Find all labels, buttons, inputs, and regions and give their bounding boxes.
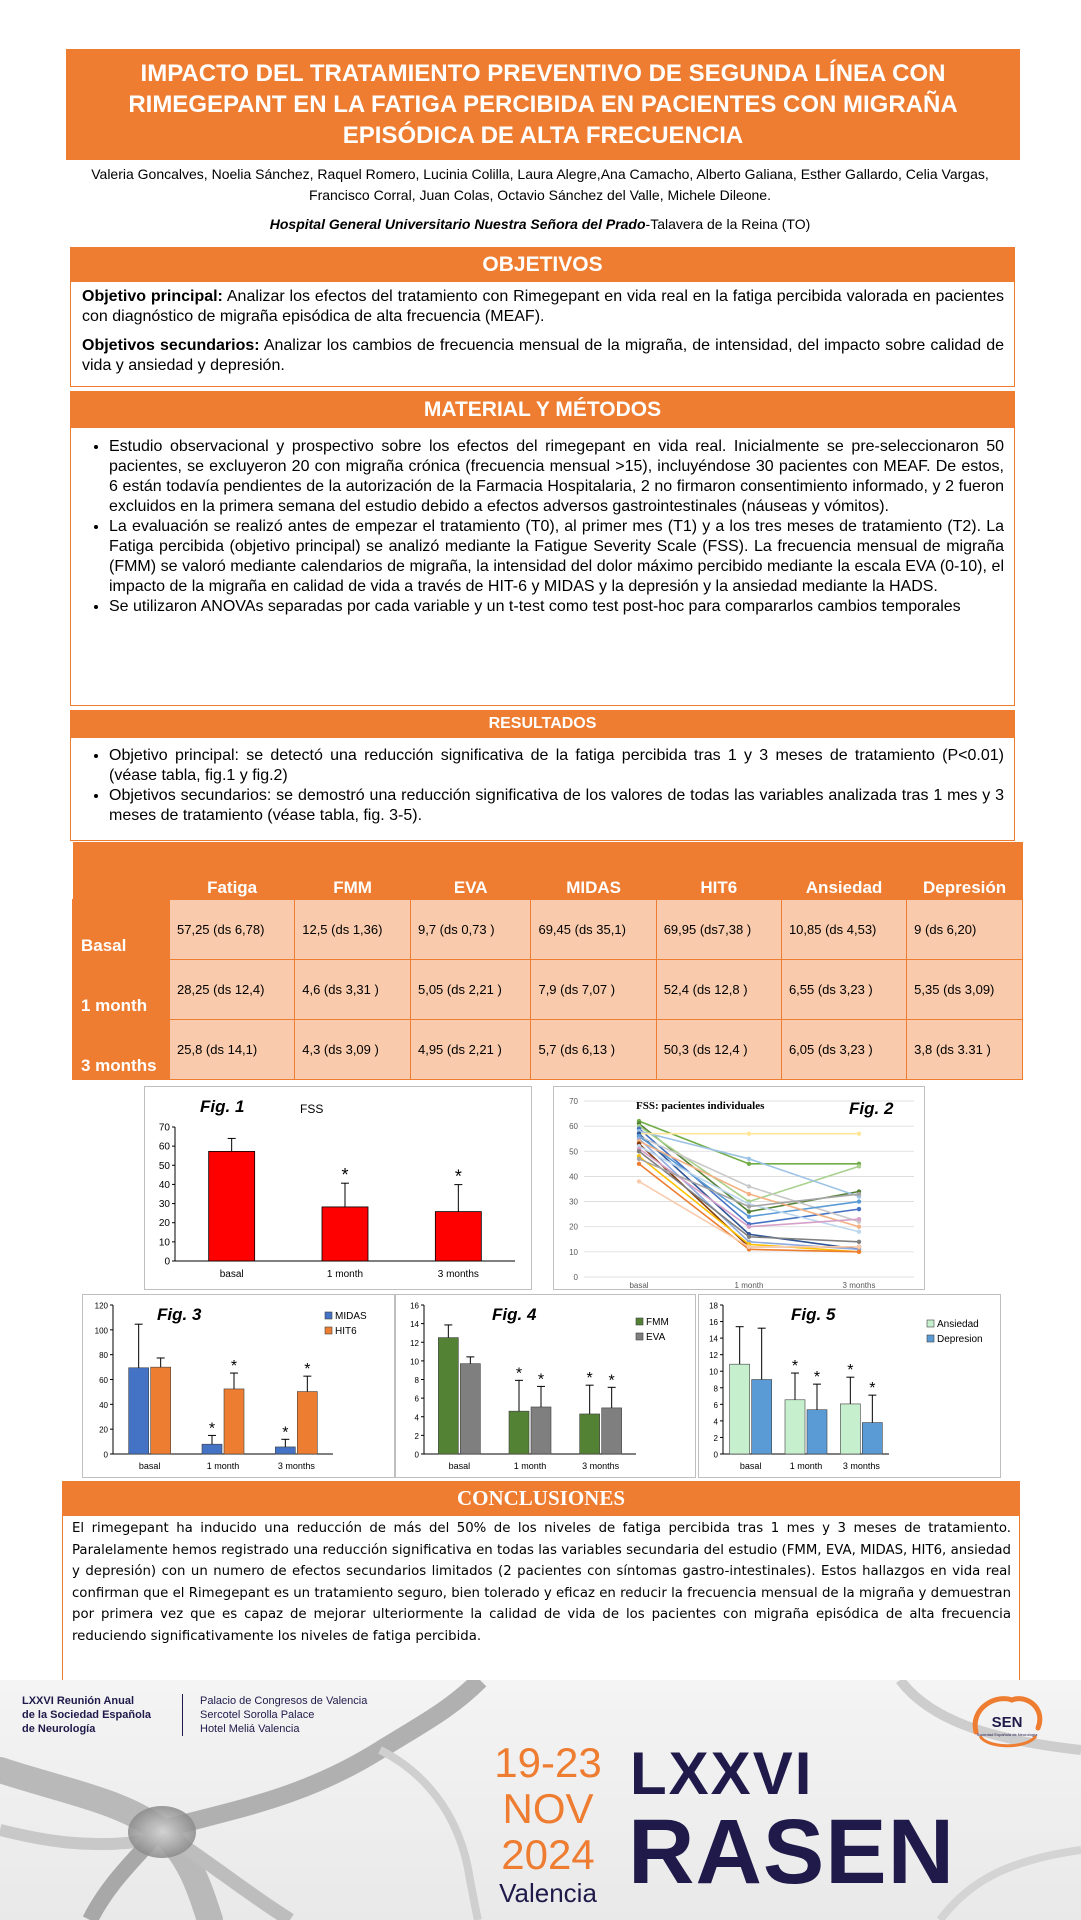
y-tick-label: 6 [414,1394,419,1404]
significance-mark: * [869,1380,876,1398]
bar [730,1364,750,1454]
significance-mark: * [586,1370,593,1388]
y-tick-label: 16 [410,1301,419,1311]
y-tick-label: 60 [569,1122,578,1132]
figure-label: Fig. 1 [200,1097,245,1116]
y-tick-label: 10 [569,1247,578,1257]
table-cell: 4,6 (ds 3,31 ) [295,960,411,1020]
resultados-bullet: • Objetivo principal: se detectó una reducción significativa de la fatiga percibida tras 1 y 3 meses de tratamiento (P<0.01) (véase tabla, fig.1 y fig.2) [109,746,1004,786]
legend-swatch [927,1320,934,1327]
data-point [857,1164,861,1168]
table-column-header: Fatiga [170,842,295,900]
bar [509,1411,529,1454]
legend-label: FMM [646,1317,669,1328]
objetivo-principal [82,287,1004,327]
y-tick-label: 40 [158,1179,170,1191]
data-point [747,1162,751,1166]
y-tick-label: 10 [158,1237,170,1249]
table-column-header: FMM [295,842,411,900]
footer-banner [0,1680,1081,1920]
meeting-line: LXXVI Reunión Anual [22,1695,135,1707]
venue-line: Hotel Meliá Valencia [200,1723,300,1735]
metodos-list [71,437,1004,617]
figure-2-chart [554,1087,926,1291]
resultados-list [71,746,1004,826]
y-tick-label: 70 [569,1097,578,1106]
metodos-box [70,428,1015,706]
data-point [637,1179,641,1183]
data-point [857,1131,861,1135]
event-city: Valencia [499,1878,597,1908]
legend-swatch [927,1335,934,1342]
data-point [747,1245,751,1249]
table-cell: 12,5 (ds 1,36) [295,900,411,960]
legend-label: MIDAS [335,1311,367,1322]
y-tick-label: 4 [713,1417,718,1427]
table-cell: 10,85 (ds 4,53) [781,900,906,960]
significance-mark: * [230,1358,238,1376]
figure-5-chart [699,1295,1002,1479]
table-cell: 5,35 (ds 3,09) [907,960,1023,1020]
figure-label: Fig. 2 [849,1099,894,1118]
metodos-heading: MATERIAL Y MÉTODOS [70,391,1015,428]
table-corner [73,842,170,900]
x-tick-label: 1 month [326,1269,364,1280]
hospital-name: Hospital General Universitario Nuestra Señora del Prado [269,216,646,232]
objetivos-secundarios [82,336,1004,376]
figure-label: Fig. 4 [492,1305,537,1324]
bar [275,1447,295,1454]
table-row [73,960,1023,1020]
bar [224,1389,244,1454]
chart-title: FSS [300,1102,324,1116]
objetivos-secundarios-label: Objetivos secundarios: [82,337,260,354]
table-column-header: EVA [410,842,530,900]
table-row-label: 1 month [73,960,170,1020]
table-cell: 57,25 (ds 6,78) [170,900,295,960]
legend-label: HIT6 [335,1326,357,1337]
objetivo-principal-text: Analizar los efectos del tratamiento con Rimegepant en vida real en la fatiga percibida valorada en pacientes con diagnóstico de migraña episódica de alta frecuencia (MEAF). [82,288,1004,325]
x-tick-label: basal [629,1281,649,1290]
bar [322,1207,368,1261]
data-point [857,1199,861,1203]
table-column-header: MIDAS [531,842,656,900]
venue-line: Palacio de Congresos de Valencia [200,1695,368,1707]
figure-4-chart [396,1295,697,1479]
bar [785,1400,805,1454]
y-tick-label: 70 [158,1122,170,1134]
y-tick-label: 8 [414,1376,419,1385]
y-tick-label: 120 [94,1301,108,1311]
y-tick-label: 20 [569,1222,578,1232]
objetivo-principal-label: Objetivo principal: [82,288,223,305]
authors: Valeria Goncalves, Noelia Sánchez, Raquel Romero, Lucinia Colilla, Laura Alegre,Ana Camacho, Alberto Galiana, Esther Gallardo, Celia Vargas, Francisco Corral, Juan Colas, Octavio Sánchez del Valle, Michele Dileone. [91,166,989,203]
data-point [747,1209,751,1213]
x-tick-label: 3 months [842,1281,876,1290]
y-tick-label: 16 [709,1318,718,1328]
table-column-header: HIT6 [656,842,781,900]
bar [862,1423,882,1454]
data-point [747,1235,751,1239]
data-point [857,1250,861,1254]
y-tick-label: 10 [410,1357,419,1367]
legend-swatch [325,1327,332,1334]
table-column-header: Ansiedad [781,842,906,900]
significance-mark: * [608,1372,615,1390]
sen-logo [966,1692,1048,1754]
significance-mark: * [304,1361,311,1379]
table-cell: 6,05 (ds 3,23 ) [781,1020,906,1080]
x-tick-label: 1 month [513,1461,547,1471]
significance-mark: * [813,1369,821,1387]
edition-number: LXXVI [630,1740,814,1807]
y-tick-label: 14 [709,1334,718,1344]
y-tick-label: 8 [713,1384,718,1394]
table-cell: 5,7 (ds 6,13 ) [531,1020,656,1080]
figure-3 [82,1294,395,1478]
rasen-wordmark: RASEN [628,1801,956,1903]
results-table [72,842,1023,1080]
y-tick-label: 12 [709,1351,718,1361]
table-row [73,1020,1023,1080]
table-cell: 9 (ds 6,20) [907,900,1023,960]
data-point [857,1225,861,1229]
data-point [857,1217,861,1221]
bar [435,1212,481,1261]
figure-label: Fig. 5 [791,1305,836,1324]
bar [602,1408,622,1454]
legend-swatch [325,1312,332,1319]
y-tick-label: 6 [713,1400,718,1410]
objetivos-secundarios-text: Analizar los cambios de frecuencia mensual de la migraña, de intensidad, del impacto sobre calidad de vida y ansiedad y depresión. [82,337,1004,374]
conclusiones-heading: CONCLUSIONES [62,1481,1020,1516]
bar [840,1404,860,1454]
y-tick-label: 12 [410,1338,419,1348]
figure-3-chart [83,1295,396,1479]
data-point [857,1230,861,1234]
bar [807,1410,827,1454]
bar [531,1407,551,1454]
y-tick-label: 2 [414,1431,419,1441]
table-row [73,900,1023,960]
y-tick-label: 40 [569,1172,578,1182]
metodos-bullet: • La evaluación se realizó antes de empezar el tratamiento (T0), al primer mes (T1) y a los tres meses de tratamiento (T2). La Fatiga percibida (objetivo principal) se analizó mediante la Fatigue Severity Scale (FSS). La frecuencia mensual de migraña (FMM) se valoró mediante calendarios de migraña, la intensidad del dolor máximo percibido mediante la escala EVA (0-10), el impacto de la migraña en calidad de vida a través de HIT-6 y MIDAS y la depresión y la ansiedad mediante la HADS. [109,517,1004,597]
x-tick-label: 3 months [437,1269,479,1280]
meeting-line: de la Sociedad Española [22,1709,151,1721]
bar [129,1368,149,1454]
y-tick-label: 60 [158,1141,170,1153]
metodos-bullet: • Se utilizaron ANOVAs separadas por cada variable y un t-test como test post-hoc para compararlos cambios temporales [109,597,1004,617]
y-tick-label: 80 [99,1351,108,1361]
figure-4 [395,1294,696,1478]
significance-mark: * [537,1371,545,1389]
data-point [747,1214,751,1218]
legend-label: EVA [646,1332,666,1343]
y-tick-label: 20 [99,1425,108,1435]
venue-list [200,1694,367,1736]
data-point [857,1207,861,1211]
y-tick-label: 0 [414,1450,419,1460]
x-tick-label: basal [138,1461,161,1471]
significance-mark: * [454,1166,462,1187]
objetivos-box [70,282,1015,387]
figure-1-chart [145,1087,533,1291]
data-point [637,1149,641,1153]
table-cell: 28,25 (ds 12,4) [170,960,295,1020]
venue-line: Sercotel Sorolla Palace [200,1709,315,1721]
y-tick-label: 20 [158,1218,170,1230]
bar [297,1392,317,1454]
figure-label: Fig. 3 [157,1305,202,1324]
chart-title: FSS: pacientes individuales [636,1100,765,1112]
table-header-row [73,842,1023,900]
significance-mark: * [515,1365,523,1383]
legend-swatch [636,1318,643,1325]
bar [209,1151,255,1261]
resultados-bullet: • Objetivos secundarios: se demostró una reducción significativa de los valores de todas las variables analizada tras 1 mes y 3 meses de tratamiento (véase tabla, fig. 3-5). [109,786,1004,826]
x-tick-label: 3 months [842,1461,880,1471]
y-tick-label: 10 [709,1367,718,1377]
meeting-name [22,1694,151,1736]
table-cell: 52,4 (ds 12,8 ) [656,960,781,1020]
x-tick-label: 1 month [734,1281,764,1290]
data-point [747,1184,751,1188]
data-point [857,1245,861,1249]
x-tick-label: 3 months [582,1461,620,1471]
data-point [747,1192,751,1196]
event-month: NOV [502,1785,594,1832]
table-row-label: 3 months [73,1020,170,1080]
significance-mark: * [341,1165,349,1186]
resultados-box [70,738,1015,841]
x-tick-label: basal [448,1461,471,1471]
x-tick-label: basal [739,1461,762,1471]
y-tick-label: 0 [164,1256,170,1268]
y-tick-label: 30 [569,1197,578,1207]
table-cell: 7,9 (ds 7,07 ) [531,960,656,1020]
sen-logo-subtext: Sociedad Española de Neurología [976,1732,1038,1737]
figure-2 [553,1086,925,1290]
objetivos-heading: OBJETIVOS [70,247,1015,282]
x-tick-label: 3 months [277,1461,315,1471]
y-tick-label: 30 [158,1199,170,1211]
y-tick-label: 14 [410,1320,419,1330]
significance-mark: * [208,1420,216,1438]
data-point [857,1192,861,1196]
resultados-heading: RESULTADOS [70,710,1015,738]
data-point [637,1162,641,1166]
bar [460,1364,480,1454]
table-cell: 5,05 (ds 2,21 ) [410,960,530,1020]
significance-mark: * [847,1362,854,1380]
y-tick-label: 40 [99,1400,108,1410]
data-point [857,1240,861,1244]
bar [752,1380,772,1455]
y-tick-label: 0 [573,1273,578,1282]
y-tick-label: 2 [713,1433,718,1443]
y-tick-label: 60 [99,1376,108,1385]
footer-divider [182,1694,183,1736]
data-point [747,1225,751,1229]
figure-1 [144,1086,532,1290]
y-tick-label: 0 [713,1450,718,1460]
y-tick-label: 0 [103,1450,108,1460]
bar [151,1367,171,1454]
affiliation [70,216,1010,232]
table-cell: 9,7 (ds 0,73 ) [410,900,530,960]
hospital-location: -Talavera de la Reina (TO) [645,216,811,232]
x-tick-label: 1 month [206,1461,240,1471]
y-tick-label: 50 [569,1147,578,1157]
legend-label: Depresion [937,1334,983,1345]
table-cell: 4,95 (ds 2,21 ) [410,1020,530,1080]
y-tick-label: 100 [94,1326,108,1336]
y-tick-label: 18 [709,1301,718,1311]
bar [438,1338,458,1454]
table-row-label: Basal [73,900,170,960]
figure-5 [698,1294,1001,1478]
table-cell: 25,8 (ds 14,1) [170,1020,295,1080]
data-point [747,1131,751,1135]
bar [580,1414,600,1454]
table-column-header: Depresión [907,842,1023,900]
conclusiones-box [62,1516,1020,1682]
y-tick-label: 50 [158,1160,170,1172]
data-point [747,1157,751,1161]
data-point [637,1157,641,1161]
table-cell: 3,8 (ds 3.31 ) [907,1020,1023,1080]
event-days: 19-23 [494,1739,602,1786]
data-point [747,1204,751,1208]
significance-mark: * [282,1424,289,1442]
table-cell: 69,45 (ds 35,1) [531,900,656,960]
poster-title: IMPACTO DEL TRATAMIENTO PREVENTIVO DE SEGUNDA LÍNEA CON RIMEGEPANT EN LA FATIGA PERCIBIDA EN PACIENTES CON MIGRAÑA EPISÓDICA DE ALTA FRECUENCIA [66,49,1020,160]
event-year: 2024 [501,1831,595,1878]
significance-mark: * [791,1358,799,1376]
event-dates [482,1740,614,1908]
conclusiones-text: El rimegepant ha inducido una reducción de más del 50% de los niveles de fatiga percibida tras 1 mes y 3 meses de tratamiento. Paralelamente hemos registrado una reducción significativa en todas las variables secundaria del estudio (FMM, EVA, MIDAS, HIT6, ansiedad y depresión) con un numero de efectos secundarios limitados (2 pacientes con síntomas gastro-intestinales). Estos hallazgos en vida real confirman que el Rimegepant es un tratamiento seguro, bien tolerado y eficaz en reducir la frecuencia mensual de la migraña y demuestran por primera vez que es capaz de mejorar ulteriormente la calidad de vida de los pacientes con migraña episódica de alta frecuencia reduciendo significativamente los niveles de fatiga percibida. [72,1521,1011,1644]
table-cell: 4,3 (ds 3,09 ) [295,1020,411,1080]
legend-swatch [636,1333,643,1340]
legend-label: Ansiedad [937,1319,979,1330]
meeting-line: de Neurología [22,1723,96,1735]
bar [202,1444,222,1454]
y-tick-label: 4 [414,1413,419,1423]
metodos-bullet: • Estudio observacional y prospectivo sobre los efectos del rimegepant en vida real. Inicialmente se pre-seleccionaron 50 pacientes, se excluyeron 20 con migraña crónica (frecuencia mensual >15), incluyéndose 30 pacientes con MEAF. De estos, 6 están todavía pendientes de la autorización de la Farmacia Hospitalaria, 2 no firmaron consentimiento informado, y 2 fueron excluidos en la primera semana del estudio debido a efectos adversos gastrointestinales (náuseas y vómitos). [109,437,1004,517]
table-cell: 50,3 (ds 12,4 ) [656,1020,781,1080]
x-tick-label: 1 month [789,1461,823,1471]
table-cell: 69,95 (ds7,38 ) [656,900,781,960]
sen-logo-text: SEN [991,1714,1023,1731]
table-cell: 6,55 (ds 3,23 ) [781,960,906,1020]
x-tick-label: basal [219,1269,244,1280]
